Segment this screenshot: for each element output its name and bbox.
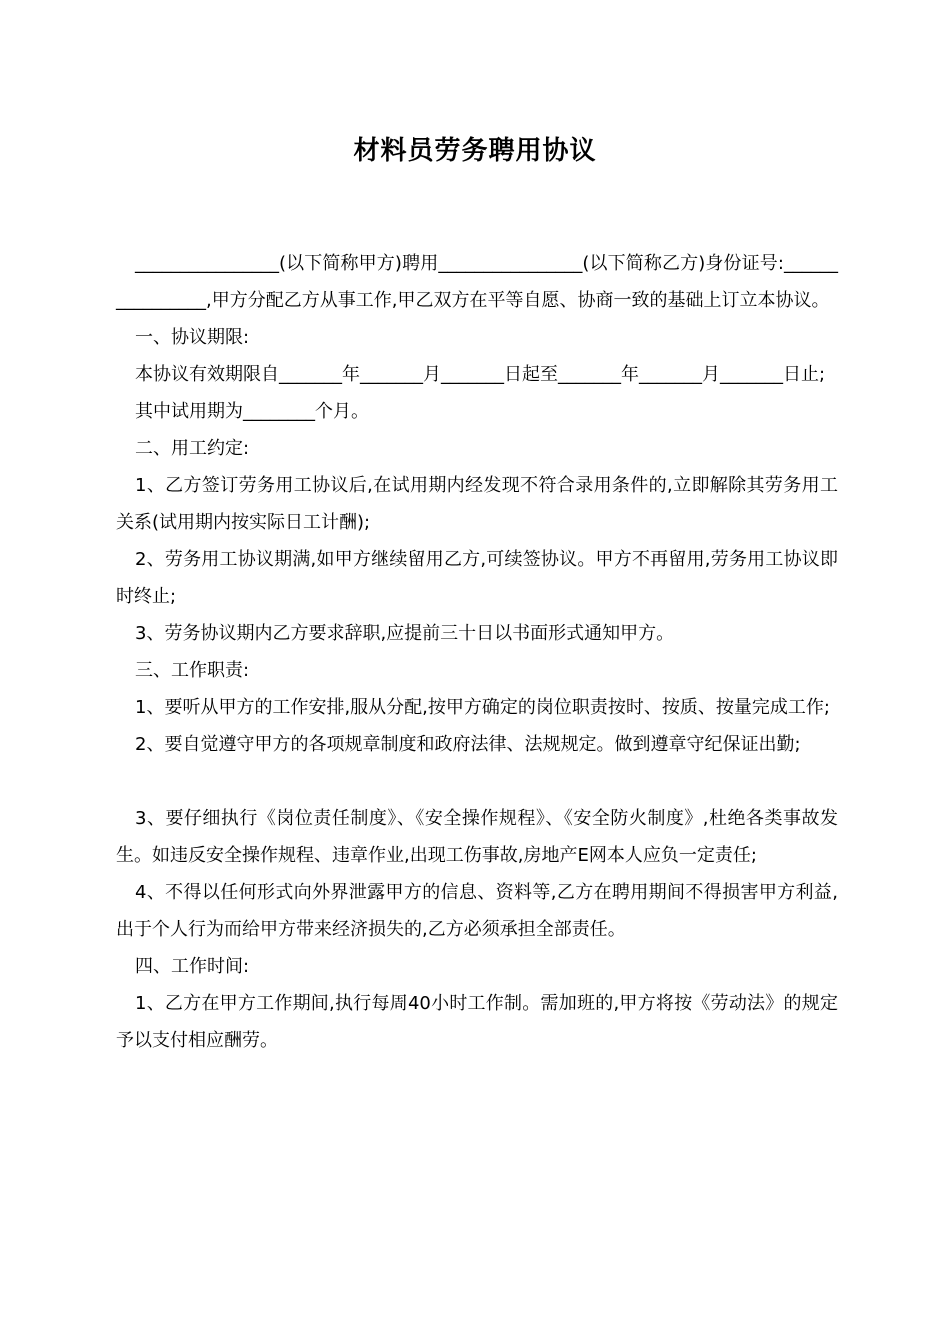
employment-clause-3: 3、劳务协议期内乙方要求辞职,应提前三十日以书面形式通知甲方。 bbox=[135, 623, 675, 644]
term-period-paragraph: 本协议有效期限自_______年_______月_______日起至_______年_______月_______日止; bbox=[135, 364, 826, 385]
section-heading-duties: 三、工作职责: bbox=[135, 660, 250, 681]
duties-clause-2: 2、要自觉遵守甲方的各项规章制度和政府法律、法规规定。做到遵章守纪保证出勤; bbox=[135, 734, 801, 755]
preamble-paragraph: ________________(以下简称甲方)聘用________________(以下简称乙方)身份证号:________________,甲方分配乙方从事工作,甲乙双方在平等自愿、协商一致的基础上订立本协议。 bbox=[116, 253, 838, 311]
document-body bbox=[116, 245, 838, 1059]
document-title: 材料员劳务聘用协议 bbox=[353, 136, 597, 166]
section-heading-term: 一、协议期限: bbox=[135, 327, 250, 348]
duties-clause-3: 3、要仔细执行《岗位责任制度》、《安全操作规程》、《安全防火制度》,杜绝各类事故发生。如违反安全操作规程、违章作业,出现工伤事故,房地产E网本人应负一定责任; bbox=[116, 808, 838, 866]
blank-line bbox=[116, 763, 838, 800]
duties-clause-1: 1、要听从甲方的工作安排,服从分配,按甲方确定的岗位职责按时、按质、按量完成工作; bbox=[135, 697, 830, 718]
duties-clause-4: 4、不得以任何形式向外界泄露甲方的信息、资料等,乙方在聘用期间不得损害甲方利益,出于个人行为而给甲方带来经济损失的,乙方必须承担全部责任。 bbox=[116, 882, 838, 940]
hours-clause-1: 1、乙方在甲方工作期间,执行每周40小时工作制。需加班的,甲方将按《劳动法》的规定予以支付相应酬劳。 bbox=[116, 993, 838, 1051]
section-heading-hours: 四、工作时间: bbox=[135, 956, 250, 977]
employment-clause-2: 2、劳务用工协议期满,如甲方继续留用乙方,可续签协议。甲方不再留用,劳务用工协议即时终止; bbox=[116, 549, 838, 607]
section-heading-employment: 二、用工约定: bbox=[135, 438, 250, 459]
employment-clause-1: 1、乙方签订劳务用工协议后,在试用期内经发现不符合录用条件的,立即解除其劳务用工关系(试用期内按实际日工计酬); bbox=[116, 475, 838, 533]
probation-paragraph: 其中试用期为________个月。 bbox=[135, 401, 369, 422]
